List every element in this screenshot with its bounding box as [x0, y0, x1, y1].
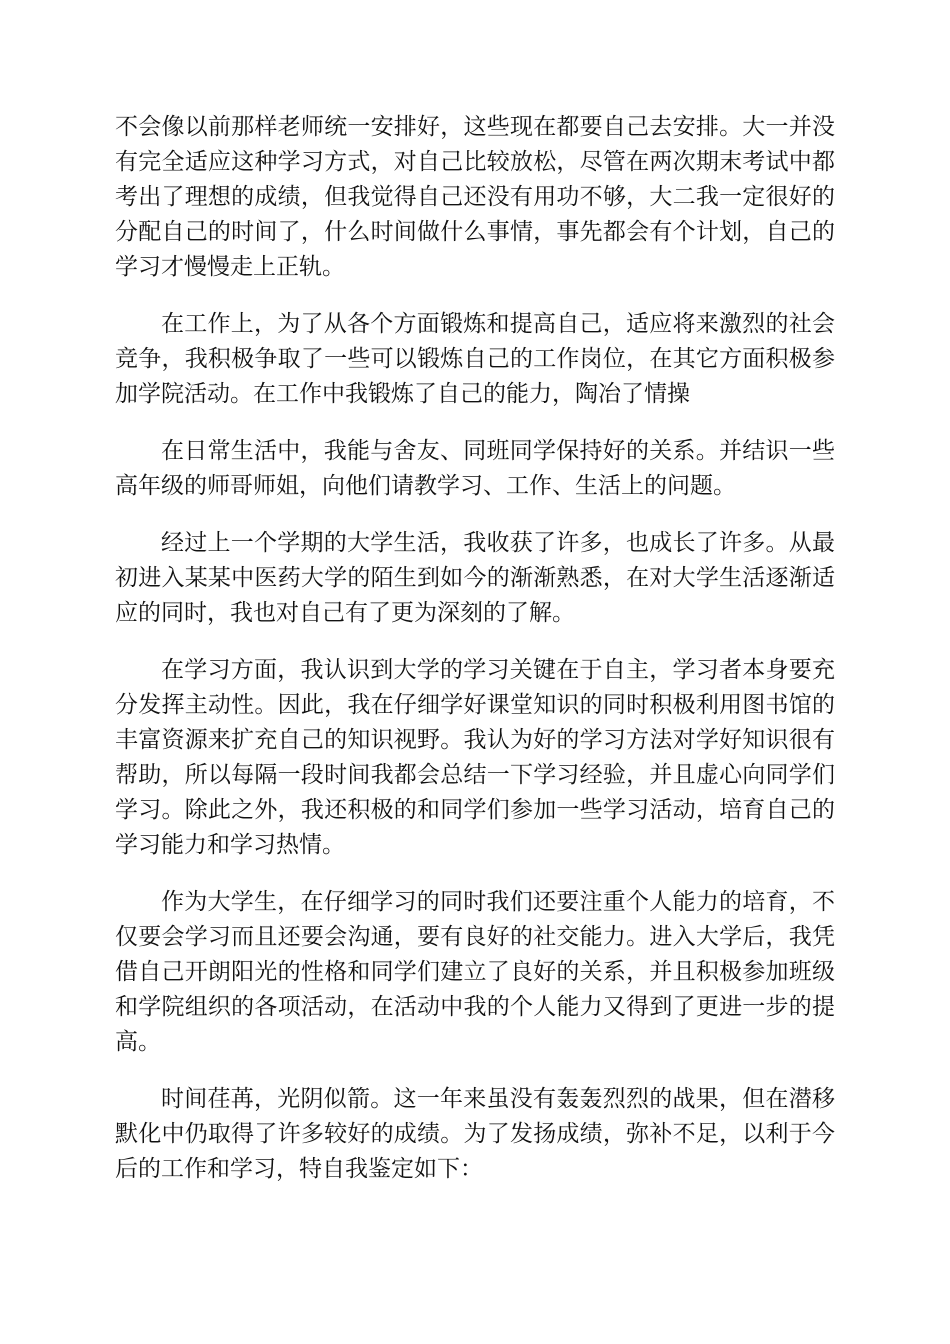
- paragraph-study-aspect: 在学习方面，我认识到大学的学习关键在于自主，学习者本身要充分发挥主动性。因此，我在仔细学好课堂知识的同时积极利用图书馆的丰富资源来扩充自己的知识视野。我认为好的学习方法对学好知识很有帮助，所以每隔一段时间我都会总结一下学习经验，并且虚心向同学们学习。除此之外，我还积极的和同学们参加一些学习活动，培育自己的学习能力和学习热情。: [115, 657, 835, 858]
- document-body: [115, 110, 835, 1209]
- paragraph-self-assessment-intro: 时间荏苒，光阴似箭。这一年来虽没有轰轰烈烈的战果，但在潜移默化中仍取得了许多较好的成绩。为了发扬成绩，弥补不足，以利于今后的工作和学习，特自我鉴定如下：: [115, 1086, 835, 1182]
- paragraph-semester-review: 经过上一个学期的大学生活，我收获了许多，也成长了许多。从最初进入某某中医药大学的陌生到如今的渐渐熟悉，在对大学生活逐渐适应的同时，我也对自己有了更为深刻的了解。: [115, 530, 835, 626]
- paragraph-daily-life: 在日常生活中，我能与舍友、同班同学保持好的关系。并结识一些高年级的师哥师姐，向他们请教学习、工作、生活上的问题。: [115, 438, 835, 499]
- paragraph-work: 在工作上，为了从各个方面锻炼和提高自己，适应将来激烈的社会竞争，我积极争取了一些可以锻炼自己的工作岗位，在其它方面积极参加学院活动。在工作中我锻炼了自己的能力，陶冶了情操: [115, 311, 835, 407]
- paragraph-personal-ability: 作为大学生，在仔细学习的同时我们还要注重个人能力的培育，不仅要会学习而且还要会沟通，要有良好的社交能力。进入大学后，我凭借自己开朗阳光的性格和同学们建立了良好的关系，并且积极参加班级和学院组织的各项活动，在活动中我的个人能力又得到了更进一步的提高。: [115, 889, 835, 1055]
- paragraph-continued-study: 不会像以前那样老师统一安排好，这些现在都要自己去安排。大一并没有完全适应这种学习方式，对自己比较放松，尽管在两次期末考试中都考出了理想的成绩，但我觉得自己还没有用功不够，大二我一定很好的分配自己的时间了，什么时间做什么事情，事先都会有个计划，自己的学习才慢慢走上正轨。: [115, 114, 835, 280]
